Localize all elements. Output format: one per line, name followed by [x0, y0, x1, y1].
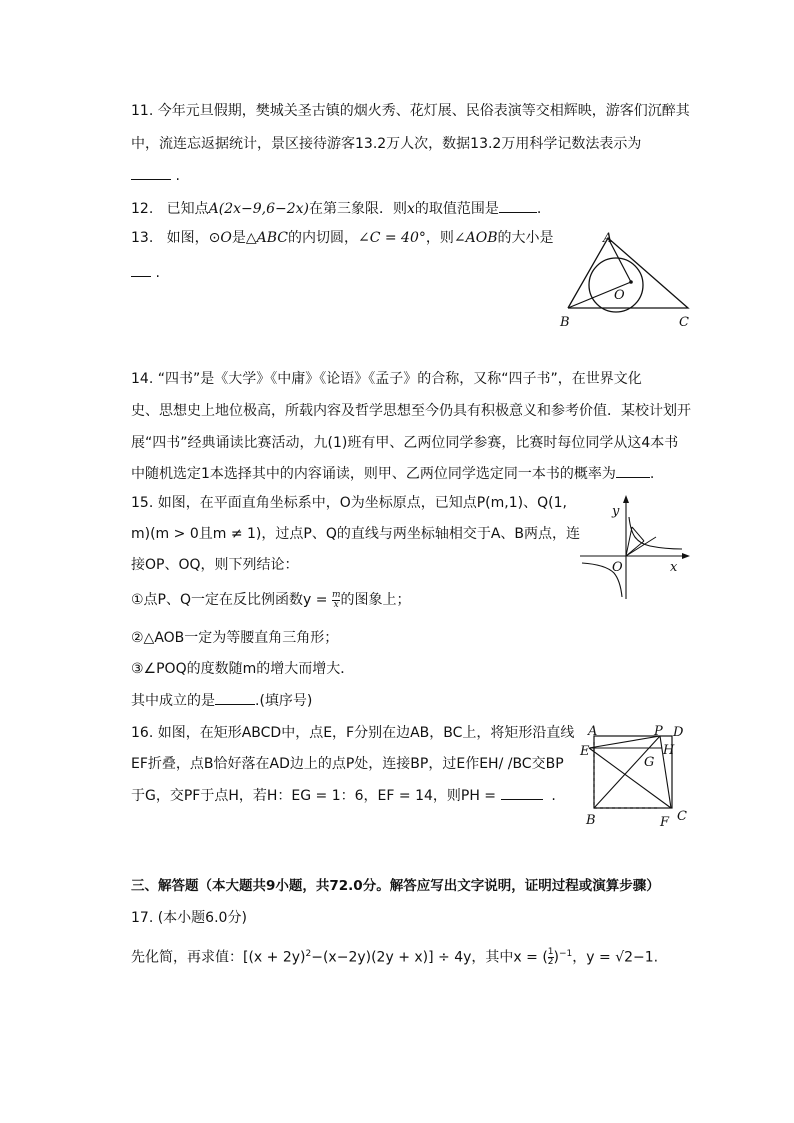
label-A: A — [588, 724, 598, 739]
figure-13-incircle — [555, 228, 700, 333]
label-B: B — [586, 813, 596, 828]
q14-line1: 14. “四书”是《大学》《中庸》《论语》《孟子》的合称，又称“四子书”，在世界文化 — [131, 371, 642, 387]
section-3-heading: 三、解答题（本大题共9小题，共72.0分。解答应写出文字说明，证明过程或演算步骤） — [131, 878, 660, 894]
q17-head: 17. (本小题6.0分) — [131, 910, 247, 926]
q15-line3: 接OP、OQ，则下列结论： — [131, 557, 299, 573]
q17-expression: 先化简，再求值：$[(x + 2y)^2-(x-2y)(2y + x)] \div 4y$，其中x = ( $\frac{1}{2}$ )$^{-1}$，y = √2−1. — [131, 947, 659, 968]
label-E: E — [580, 744, 590, 759]
q11-line2: 中，流连忘返据统计，景区接待游客13.2万人次，数据13.2万用科学记数法表示为 — [131, 136, 642, 152]
q15-conclusion-1: ①点P、Q一定在反比例函数y = $\frac{m}{x}$ 的图象上； — [131, 589, 411, 610]
fraction-one-half: $\frac{1}{2}$ — [547, 947, 554, 968]
label-D: D — [673, 725, 684, 740]
q11-line1: 11. 今年元旦假期，樊城关圣古镇的烟火秀、花灯展、民俗表演等交相辉映，游客们沉醉其 — [131, 103, 690, 119]
answer-blank-14 — [616, 463, 650, 478]
q12-line: 12. 已知点A(2x−9,6−2x)在第三象限．则x的取值范围是 . — [131, 198, 541, 219]
label-y: y — [612, 504, 620, 519]
answer-blank-11 — [131, 165, 171, 180]
q13-line2: . — [131, 262, 160, 283]
q15-line1: 15. 如图，在平面直角坐标系中，O为坐标原点，已知点P(m,1)、Q(1, — [131, 495, 567, 511]
q14-line4: 中随机选定1本选择其中的内容诵读，则甲、乙两位同学选定同一本书的概率为 . — [131, 463, 654, 484]
fraction-m-over-x: $\frac{m}{x}$ — [331, 589, 341, 610]
q15-conclusion-2: ②△AOB一定为等腰直角三角形； — [131, 630, 339, 646]
label-H: H — [663, 743, 675, 758]
answer-blank-13 — [131, 262, 151, 277]
label-C: C — [677, 809, 687, 824]
label-x: x — [670, 560, 678, 575]
label-C: C — [679, 315, 689, 330]
figure-16-rectangle-fold — [578, 722, 694, 828]
answer-blank-12 — [499, 198, 537, 213]
q16-line1: 16. 如图，在矩形ABCD中，点E，F分别在边AB，BC上，将矩形沿直线 — [131, 725, 575, 741]
q14-line2: 史、思想史上地位极高，所载内容及哲学思想至今仍具有积极意义和参考价值．某校计划开 — [131, 403, 691, 419]
label-F: F — [660, 815, 670, 828]
q13-line: 13. 如图，⊙O是△ABC的内切圆，∠C = 40°，则∠AOB的大小是 — [131, 230, 554, 246]
q14-line3: 展“四书”经典诵读比赛活动，九(1)班有甲、乙两位同学参赛，比赛时每位同学从这4本书 — [131, 435, 679, 451]
answer-blank-16 — [501, 785, 543, 800]
q15-ask: 其中成立的是 .(填序号) — [131, 690, 312, 711]
figure-15-coordinate-plane — [578, 493, 694, 603]
label-P: P — [654, 724, 663, 739]
label-B: B — [560, 315, 570, 330]
q15-line2: m)(m > 0且m ≠ 1)，过点P、Q的直线与两坐标轴相交于A、B两点，连 — [131, 526, 581, 542]
label-A: A — [603, 231, 613, 246]
q16-line2: EF折叠，点B恰好落在AD边上的点P处，连接BP，过E作EH/ /BC交BP — [131, 756, 564, 772]
label-O: O — [614, 288, 625, 303]
label-G: G — [644, 755, 655, 770]
q15-conclusion-3: ③∠POQ的度数随m的增大而增大． — [131, 661, 355, 677]
answer-blank-15 — [215, 690, 255, 705]
q11-line3: . — [131, 165, 180, 186]
label-O: O — [612, 560, 623, 575]
q16-line3: 于G，交PF于点H，若H：EG = 1：6，EF = 14，则PH = . — [131, 785, 556, 806]
